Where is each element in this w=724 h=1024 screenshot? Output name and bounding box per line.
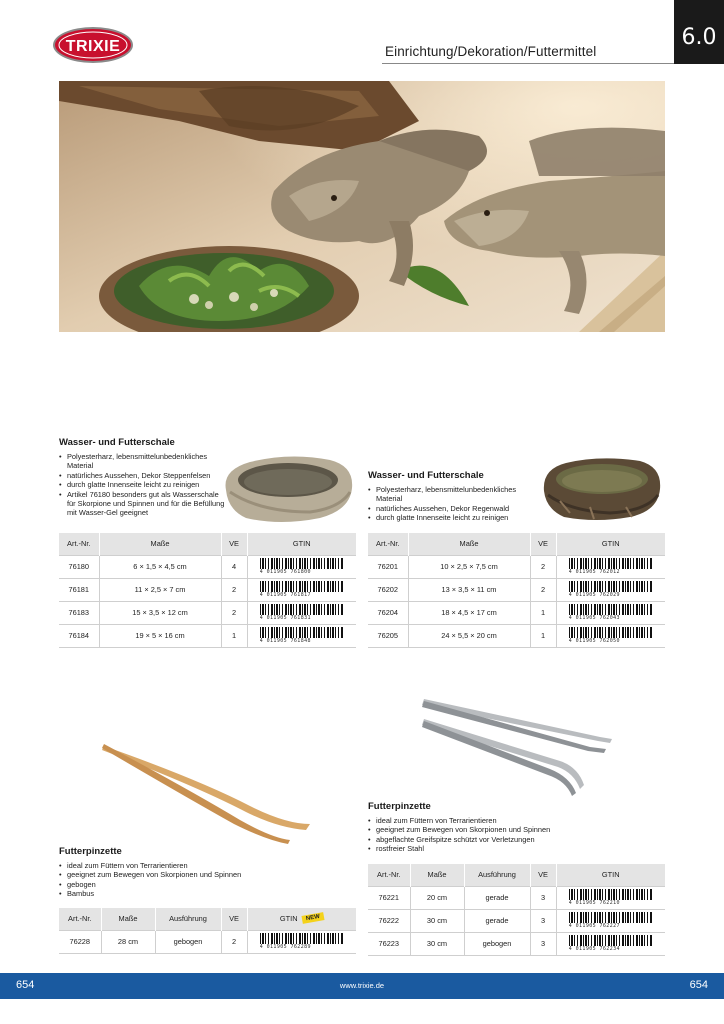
col-header: VE xyxy=(221,908,247,930)
bamboo-tweezers-image xyxy=(100,740,316,845)
size: 11 × 2,5 × 7 cm xyxy=(99,578,221,601)
header-divider xyxy=(382,63,674,64)
feature-item: • Bambus xyxy=(59,889,299,898)
feature-list xyxy=(59,861,299,899)
feature-list xyxy=(59,452,229,518)
art-nr: 76183 xyxy=(59,601,99,624)
size: 24 × 5,5 × 20 cm xyxy=(408,624,530,647)
ve: 1 xyxy=(221,624,247,647)
art-nr: 76223 xyxy=(368,932,410,955)
table-row xyxy=(59,555,356,578)
feature-item: • natürliches Aussehen, Dekor Regenwald xyxy=(368,504,543,513)
product-table xyxy=(368,533,665,648)
gtin-barcode: 4 011905 762050 xyxy=(556,624,665,647)
hero-photo-bearded-dragons xyxy=(59,81,665,332)
feature-item: • geeignet zum Bewegen von Skorpionen und Spinnen xyxy=(59,870,299,879)
art-nr: 76205 xyxy=(368,624,408,647)
product-title: Futterpinzette xyxy=(59,846,122,857)
bowl-rainforest-image xyxy=(540,455,664,521)
product-title: Wasser- und Futterschale xyxy=(368,470,484,481)
feature-item: • gebogen xyxy=(59,880,299,889)
ve: 2 xyxy=(221,930,247,953)
col-header: Maße xyxy=(99,533,221,555)
bowl-steppe-image xyxy=(220,452,356,524)
gtin-barcode: 4 011905 762210 xyxy=(556,886,665,909)
table-row xyxy=(59,601,356,624)
feature-item: • rostfreier Stahl xyxy=(368,844,628,853)
chapter-number: 6.0 xyxy=(681,24,717,50)
variant: gerade xyxy=(464,886,530,909)
feature-item: • abgeflachte Greifspitze schützt vor Verletzungen xyxy=(368,835,628,844)
art-nr: 76180 xyxy=(59,555,99,578)
table-row xyxy=(368,601,665,624)
table-row xyxy=(368,886,665,909)
gtin-barcode: 4 011905 762043 xyxy=(556,601,665,624)
feature-item: • Artikel 76180 besonders gut als Wasserschale für Skorpione und Spinnen und für die Befüllung mit Wasser-Gel geeignet xyxy=(59,490,229,518)
feature-item: • durch glatte Innenseite leicht zu reinigen xyxy=(59,480,229,489)
size: 6 × 1,5 × 4,5 cm xyxy=(99,555,221,578)
chapter-tab xyxy=(674,0,724,64)
variant: gerade xyxy=(464,909,530,932)
art-nr: 76184 xyxy=(59,624,99,647)
new-badge: NEW xyxy=(301,912,324,924)
col-header: Ausführung xyxy=(155,908,221,930)
table-row xyxy=(368,555,665,578)
gtin-barcode: 4 011905 761817 xyxy=(247,578,356,601)
col-header: Maße xyxy=(408,533,530,555)
size: 18 × 4,5 × 17 cm xyxy=(408,601,530,624)
table-row xyxy=(59,578,356,601)
gtin-label: GTIN xyxy=(279,914,298,924)
feature-list xyxy=(368,485,543,523)
ve: 4 xyxy=(221,555,247,578)
col-header: Maße xyxy=(410,864,464,886)
col-header: GTIN xyxy=(247,533,356,555)
col-header: Maße xyxy=(101,908,155,930)
product-table xyxy=(59,533,356,648)
col-header: Art.-Nr. xyxy=(368,533,408,555)
ve: 3 xyxy=(530,886,556,909)
table-row xyxy=(368,578,665,601)
product-water-bowl-rainforest xyxy=(368,470,543,523)
feature-item: • ideal zum Füttern von Terrarientieren xyxy=(59,861,299,870)
col-header: Art.-Nr. xyxy=(368,864,410,886)
art-nr: 76201 xyxy=(368,555,408,578)
size: 30 cm xyxy=(410,909,464,932)
table-row xyxy=(368,932,665,955)
feature-item: • Polyesterharz, lebensmittelunbedenkliches Material xyxy=(59,452,229,471)
steel-tweezers-image xyxy=(420,693,616,797)
col-header: VE xyxy=(530,533,556,555)
ve: 3 xyxy=(530,909,556,932)
art-nr: 76228 xyxy=(59,930,101,953)
page-footer xyxy=(0,973,724,999)
ve: 3 xyxy=(530,932,556,955)
ve: 1 xyxy=(530,624,556,647)
size: 19 × 5 × 16 cm xyxy=(99,624,221,647)
svg-text:TRIXIE: TRIXIE xyxy=(65,38,121,55)
gtin-barcode: 4 011905 762227 xyxy=(556,909,665,932)
gtin-barcode: 4 011905 761848 xyxy=(247,624,356,647)
table-row xyxy=(59,624,356,647)
trixie-logo xyxy=(52,26,134,64)
page-number-right: 654 xyxy=(689,979,708,991)
art-nr: 76222 xyxy=(368,909,410,932)
col-header: GTIN xyxy=(556,533,665,555)
variant: gebogen xyxy=(155,930,221,953)
feature-item: • geeignet zum Bewegen von Skorpionen und Spinnen xyxy=(368,825,628,834)
size: 10 × 2,5 × 7,5 cm xyxy=(408,555,530,578)
art-nr: 76221 xyxy=(368,886,410,909)
art-nr: 76202 xyxy=(368,578,408,601)
size: 15 × 3,5 × 12 cm xyxy=(99,601,221,624)
size: 13 × 3,5 × 11 cm xyxy=(408,578,530,601)
gtin-barcode: 4 011905 762029 xyxy=(556,578,665,601)
product-title: Wasser- und Futterschale xyxy=(59,437,175,448)
section-title: Einrichtung/Dekoration/Futtermittel xyxy=(385,44,597,59)
feature-item: • natürliches Aussehen, Dekor Steppenfelsen xyxy=(59,471,229,480)
gtin-barcode: 4 011905 761831 xyxy=(247,601,356,624)
ve: 2 xyxy=(530,578,556,601)
col-header: VE xyxy=(221,533,247,555)
col-header: VE xyxy=(530,864,556,886)
product-title: Futterpinzette xyxy=(368,801,431,812)
product-tweezers-bamboo xyxy=(59,846,299,899)
product-table xyxy=(59,908,356,954)
website-link[interactable]: www.trixie.de xyxy=(339,981,385,990)
feature-list xyxy=(368,816,628,854)
ve: 2 xyxy=(530,555,556,578)
art-nr: 76204 xyxy=(368,601,408,624)
product-tweezers-steel xyxy=(368,801,628,854)
col-header: Art.-Nr. xyxy=(59,533,99,555)
table-row xyxy=(368,909,665,932)
feature-item: • durch glatte Innenseite leicht zu reinigen xyxy=(368,513,543,522)
ve: 1 xyxy=(530,601,556,624)
size: 28 cm xyxy=(101,930,155,953)
col-header: Ausführung xyxy=(464,864,530,886)
variant: gebogen xyxy=(464,932,530,955)
col-header xyxy=(247,908,356,930)
page-number-left: 654 xyxy=(16,979,35,991)
size: 20 cm xyxy=(410,886,464,909)
col-header: Art.-Nr. xyxy=(59,908,101,930)
ve: 2 xyxy=(221,578,247,601)
gtin-barcode: 4 011905 762234 xyxy=(556,932,665,955)
product-table xyxy=(368,864,665,956)
art-nr: 76181 xyxy=(59,578,99,601)
gtin-barcode: 4 011905 762012 xyxy=(556,555,665,578)
gtin-barcode: 4 011905 761800 xyxy=(247,555,356,578)
col-header: GTIN xyxy=(556,864,665,886)
ve: 2 xyxy=(221,601,247,624)
feature-item: • Polyesterharz, lebensmittelunbedenkliches Material xyxy=(368,485,543,504)
gtin-barcode: 4 011905 762289 xyxy=(247,930,356,953)
table-row xyxy=(368,624,665,647)
size: 30 cm xyxy=(410,932,464,955)
product-water-bowl-steppe xyxy=(59,437,229,518)
feature-item: • ideal zum Füttern von Terrarientieren xyxy=(368,816,628,825)
table-row xyxy=(59,930,356,953)
